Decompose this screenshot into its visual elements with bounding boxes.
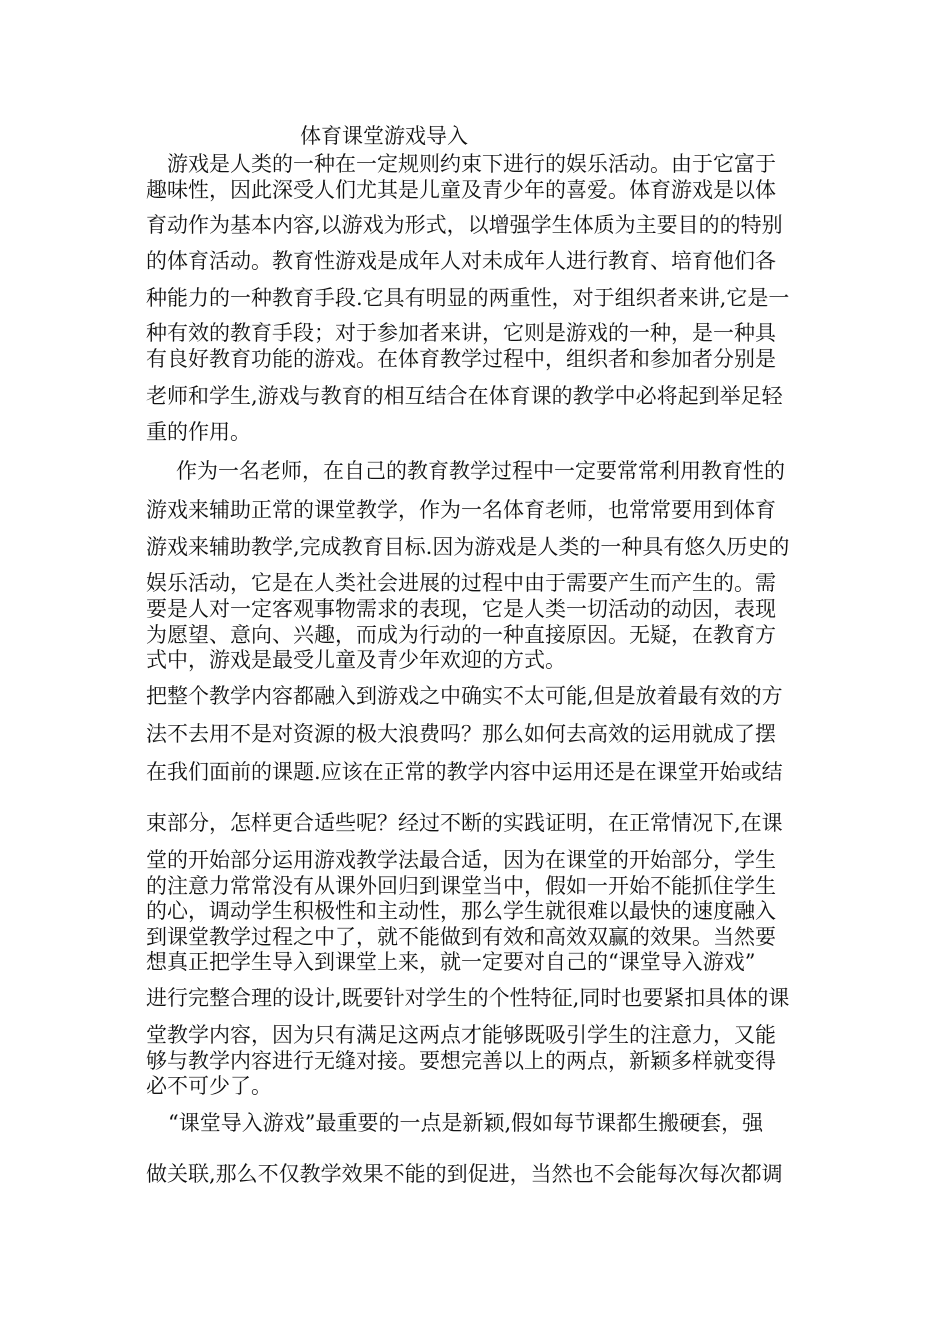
text-line: 在我们面前的课题.应该在正常的教学内容中运用还是在课堂开始或结 xyxy=(146,760,783,784)
text-line: 育动作为基本内容,以游戏为形式，以增强学生体质为主要目的的特别 xyxy=(146,213,783,237)
text-line: 老师和学生,游戏与教育的相互结合在体育课的教学中必将起到举足轻 xyxy=(146,384,783,408)
text-line: “课堂导入游戏”最重要的一点是新颖,假如每节课都生搬硬套，强 xyxy=(168,1111,764,1135)
text-line: 进行完整合理的设计,既要针对学生的个性特征,同时也要紧扣具体的课 xyxy=(146,986,790,1010)
text-line: 把整个教学内容都融入到游戏之中确实不太可能,但是放着最有效的方 xyxy=(146,684,783,708)
text-line: 重的作用。 xyxy=(146,420,251,444)
text-line: 必不可少了。 xyxy=(146,1074,272,1098)
text-line: 游戏来辅助正常的课堂教学，作为一名体育老师，也常常要用到体育 xyxy=(146,498,776,522)
text-line: 种能力的一种教育手段.它具有明显的两重性，对于组织者来讲,它是一 xyxy=(146,286,790,310)
text-line: 做关联,那么不仅教学效果不能的到促进，当然也不会能每次每次都调 xyxy=(146,1162,783,1186)
text-line: 的体育活动。教育性游戏是成年人对未成年人进行教育、培育他们各 xyxy=(146,249,776,273)
text-line: 为愿望、意向、兴趣，而成为行动的一种直接原因。无疑，在教育方 xyxy=(146,623,776,647)
text-line: 的心，调动学生积极性和主动性，那么学生就很难以最快的速度融入 xyxy=(146,899,776,923)
text-line: 游戏来辅助教学,完成教育目标.因为游戏是人类的一种具有悠久历史的 xyxy=(146,535,790,559)
text-line: 娱乐活动，它是在人类社会进展的过程中由于需要产生而产生的。需 xyxy=(146,571,776,595)
text-line: 要是人对一定客观事物需求的表现，它是人类一切活动的动因，表现 xyxy=(146,597,776,621)
document-title: 体育课堂游戏导入 xyxy=(300,124,468,148)
text-line: 束部分，怎样更合适些呢？经过不断的实践证明，在正常情况下,在课 xyxy=(146,811,783,835)
text-line: 作为一名老师，在自己的教育教学过程中一定要常常利用教育性的 xyxy=(176,459,785,483)
text-line: 堂的开始部分运用游戏教学法最合适，因为在课堂的开始部分，学生 xyxy=(146,848,776,872)
text-line: 的注意力常常没有从课外回归到课堂当中，假如一开始不能抓住学生 xyxy=(146,874,776,898)
text-line: 种有效的教育手段；对于参加者来讲，它则是游戏的一种，是一种具 xyxy=(146,321,776,345)
text-line: 堂教学内容，因为只有满足这两点才能够既吸引学生的注意力，又能 xyxy=(146,1023,776,1047)
text-line: 够与教学内容进行无缝对接。要想完善以上的两点，新颖多样就变得 xyxy=(146,1049,776,1073)
text-line: 趣味性，因此深受人们尤其是儿童及青少年的喜爱。体育游戏是以体 xyxy=(146,178,776,202)
text-line: 到课堂教学过程之中了，就不能做到有效和高效双赢的效果。当然要 xyxy=(146,925,776,949)
text-line: 想真正把学生导入到课堂上来，就一定要对自己的“课堂导入游戏” xyxy=(146,950,756,974)
text-line: 法不去用不是对资源的极大浪费吗？那么如何去高效的运用就成了摆 xyxy=(146,722,776,746)
text-line: 有良好教育功能的游戏。在体育教学过程中，组织者和参加者分别是 xyxy=(146,347,776,371)
text-line: 游戏是人类的一种在一定规则约束下进行的娱乐活动。由于它富于 xyxy=(167,152,776,176)
text-line: 式中，游戏是最受儿童及青少年欢迎的方式。 xyxy=(146,648,566,672)
